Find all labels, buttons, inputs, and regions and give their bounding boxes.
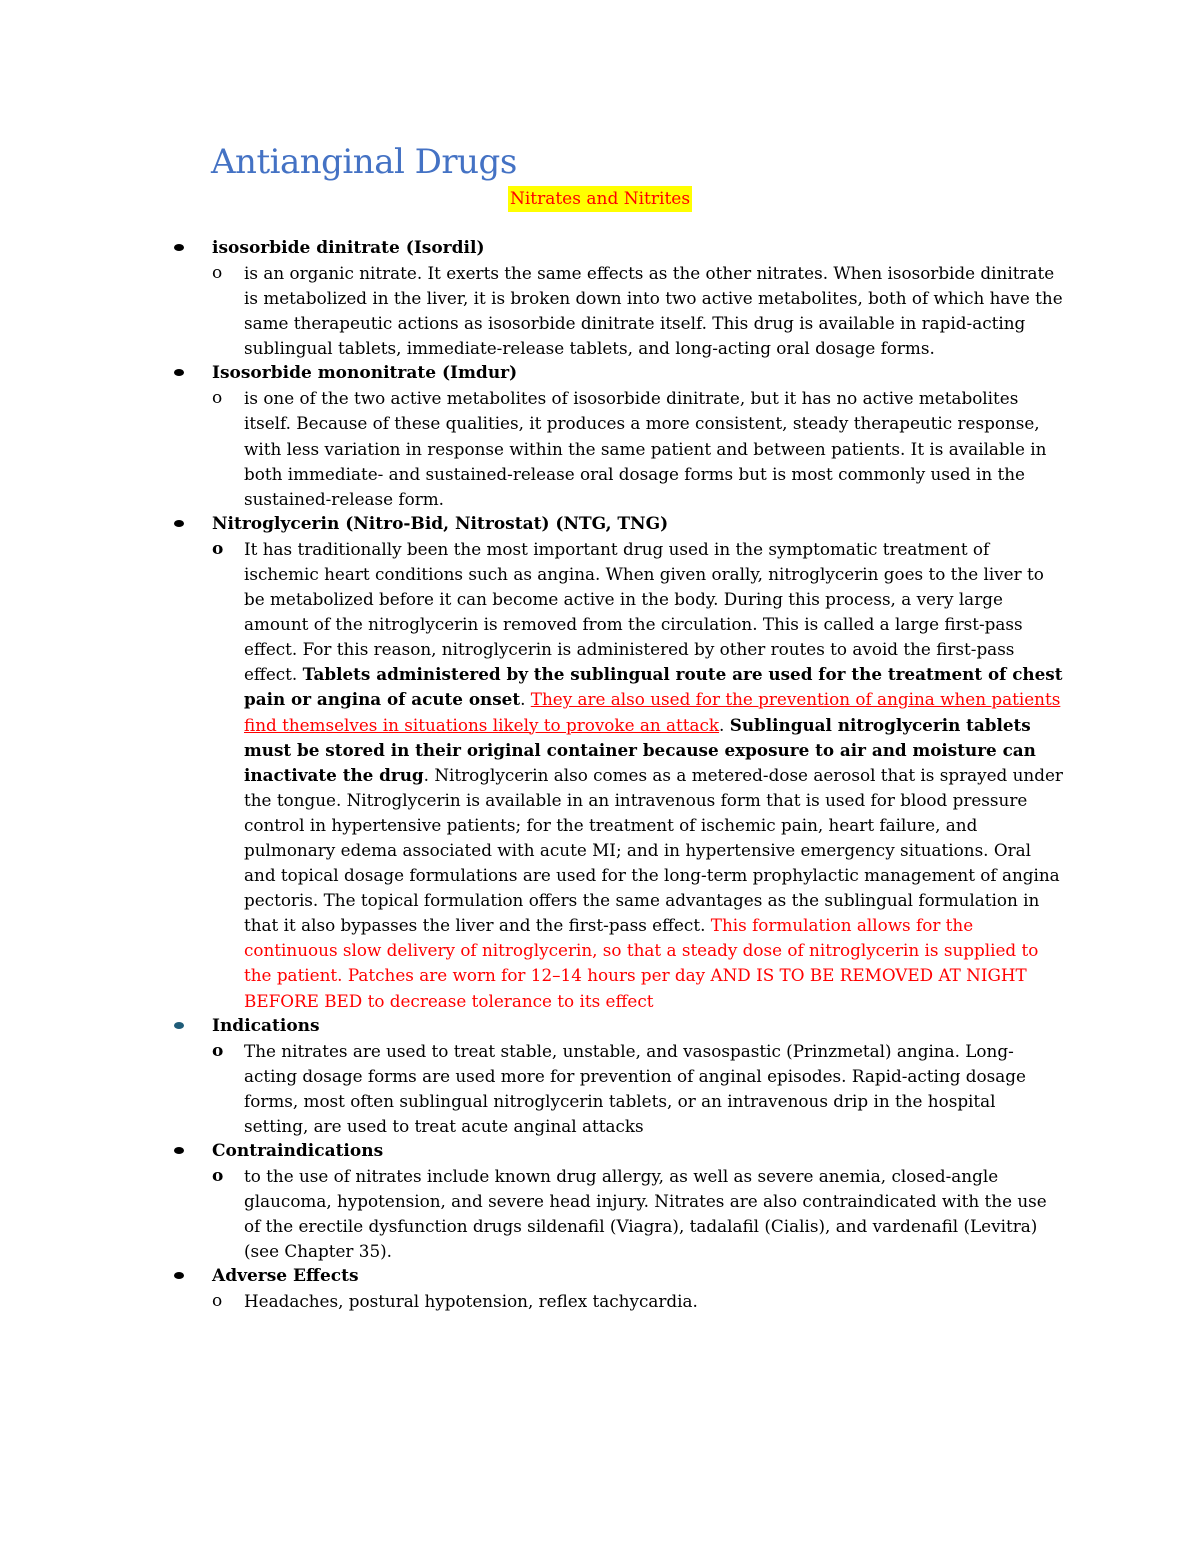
circle-bullet-icon: o bbox=[212, 388, 223, 409]
circle-bullet-icon: o bbox=[212, 1166, 224, 1186]
bullet-icon bbox=[174, 1147, 184, 1154]
red-text-segment: This formulation allows for the continuous slow delivery of nitroglycerin, so that a steady dose of nitroglycerin is supplied to the patient. Patches are worn for 12–14 hours per day AND IS TO BE REMOVED AT NIGHT BEFORE BED to decrease tolerance to its effect bbox=[244, 915, 1039, 1011]
sub-item bbox=[174, 386, 1064, 511]
sub-item bbox=[174, 1289, 1064, 1314]
item-heading: Nitroglycerin (Nitro-Bid, Nitrostat) (NTG, TNG) bbox=[212, 513, 669, 534]
list-item-indications bbox=[174, 1014, 1064, 1039]
list-item-isosorbide-mononitrate bbox=[174, 361, 1064, 386]
item-heading: Indications bbox=[212, 1015, 320, 1036]
item-description: Headaches, postural hypotension, reflex tachycardia. bbox=[244, 1291, 698, 1312]
page-subtitle: Nitrates and Nitrites bbox=[508, 186, 692, 212]
subtitle-row bbox=[0, 186, 1200, 212]
item-description: is an organic nitrate. It exerts the same effects as the other nitrates. When isosorbide dinitrate is metabolized in the liver, it is broken down into two active metabolites, both of which have the same therapeutic actions as isosorbide dinitrate itself. This drug is available in rapid-acting sublingual tablets, immediate-release tablets, and long-acting oral dosage forms. bbox=[244, 263, 1063, 359]
list-item-adverse-effects bbox=[174, 1264, 1064, 1289]
bullet-icon bbox=[174, 369, 184, 376]
sub-item bbox=[174, 537, 1064, 1014]
bullet-icon bbox=[174, 1022, 184, 1029]
red-underlined-text-segment: They are also used for the prevention of angina when patients find themselves in situations likely to provoke an attack bbox=[244, 689, 1061, 735]
sub-item bbox=[174, 1164, 1064, 1264]
list-item-contraindications bbox=[174, 1139, 1064, 1164]
item-description: to the use of nitrates include known drug allergy, as well as severe anemia, closed-angle glaucoma, hypotension, and severe head injury. Nitrates are also contraindicated with the use of the erectile dysfunction drugs sildenafil (Viagra), tadalafil (Cialis), and vardenafil (Levitra) (see Chapter 35). bbox=[244, 1166, 1047, 1262]
bullet-icon bbox=[174, 244, 184, 251]
text-segment: . bbox=[719, 714, 730, 735]
bullet-icon bbox=[174, 1272, 184, 1279]
item-heading: isosorbide dinitrate (Isordil) bbox=[212, 238, 485, 258]
item-heading: Contraindications bbox=[212, 1141, 384, 1161]
bullet-icon bbox=[174, 520, 184, 527]
item-description bbox=[244, 537, 1064, 1014]
circle-bullet-icon: o bbox=[212, 1291, 223, 1312]
list-item-nitroglycerin bbox=[174, 512, 1064, 537]
item-heading: Adverse Effects bbox=[212, 1266, 359, 1287]
bold-text-segment: Sublingual nitroglycerin tablets must be stored in their original container because exposure to air and moisture can inactivate the drug bbox=[244, 714, 1036, 785]
circle-bullet-icon: o bbox=[212, 1040, 224, 1061]
list-item-isosorbide-dinitrate bbox=[174, 236, 1064, 261]
item-heading: Isosorbide mononitrate (Imdur) bbox=[212, 363, 518, 384]
sub-item bbox=[174, 261, 1064, 361]
item-description: The nitrates are used to treat stable, unstable, and vasospastic (Prinzmetal) angina. Long-acting dosage forms are used more for prevention of anginal episodes. Rapid-acting dosage forms, most often sublingual nitroglycerin tablets, or an intravenous drip in the hospital setting, are used to treat acute anginal attacks bbox=[244, 1040, 1026, 1136]
page-title: Antianginal Drugs bbox=[211, 142, 517, 182]
circle-bullet-icon: o bbox=[212, 263, 223, 283]
bold-text-segment: Tablets administered by the sublingual route are used for the treatment of chest pain or angina of acute onset bbox=[244, 664, 1063, 710]
item-description: is one of the two active metabolites of isosorbide dinitrate, but it has no active metabolites itself. Because of these qualities, it produces a more consistent, steady therapeutic response, with less variation in response within the same patient and between patients. It is available in both immediate- and sustained-release oral dosage forms but is most commonly used in the sustained-release form. bbox=[244, 388, 1047, 509]
sub-item bbox=[174, 1039, 1064, 1139]
text-segment: . Nitroglycerin also comes as a metered-dose aerosol that is sprayed under the tongue. Nitroglycerin is available in an intravenous form that is used for blood pressure control in hypertensive patients; for the treatment of ischemic pain, heart failure, and pulmonary edema associated with acute MI; and in hypertensive emergency situations. Oral and topical dosage formulations are used for the long-term prophylactic management of angina pectoris. The topical formulation offers the same advantages as the sublingual formulation in that it also bypasses the liver and the first-pass effect. bbox=[244, 764, 1063, 936]
text-segment: . bbox=[520, 689, 531, 710]
text-segment: It has traditionally been the most important drug used in the symptomatic treatment of ischemic heart conditions such as angina. When given orally, nitroglycerin goes to the liver to be metabolized before it can become active in the body. During this process, a very large amount of the nitroglycerin is removed from the circulation. This is called a large first-pass effect. For this reason, nitroglycerin is administered by other routes to avoid the first-pass effect. bbox=[244, 538, 1044, 685]
drug-list bbox=[174, 236, 1064, 1314]
circle-bullet-icon: o bbox=[212, 538, 224, 559]
